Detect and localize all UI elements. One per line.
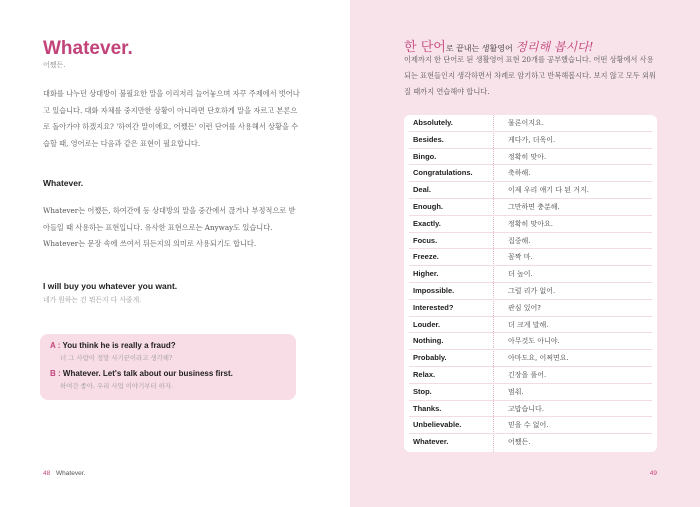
korean-meaning: 이제 우리 얘기 다 된 거지. <box>508 186 589 195</box>
english-expression: Higher. <box>413 269 439 279</box>
korean-meaning: 믿을 수 없어. <box>508 421 549 430</box>
dialog-text-b: Whatever. Let's talk about our business first. <box>62 369 233 378</box>
korean-meaning: 어쨌든. <box>508 438 531 447</box>
table-row <box>404 266 657 283</box>
table-row <box>404 384 657 401</box>
korean-meaning: 정확히 맞아. <box>508 152 547 161</box>
korean-meaning: 더 크게 말해. <box>508 320 549 329</box>
intro-paragraph: 대화를 나누던 상대방이 불필요한 말을 이리저리 늘어놓으며 자꾸 주제에서 벗어나고 있습니다. 대화 자체를 중지만한 상황이 아니라면 단호하게 말을 자르고 본론으로 돌아가야 하겠지요? '하여간 말이에요, 어쨌든' 이런 단어를 사용해서 상황을 수습할 때, 영어로는 다음과 같은 표현이 필요합니다. <box>43 89 300 148</box>
dialog-line-a <box>50 341 176 350</box>
review-title-script: 정리해 봅시다! <box>515 40 594 54</box>
speaker-b: B : <box>50 369 61 378</box>
table-row <box>404 350 657 367</box>
table-row <box>404 216 657 233</box>
left-footer <box>43 470 85 477</box>
english-expression: Relax. <box>413 370 436 379</box>
example-sentence: I will buy you whatever you want. <box>43 281 178 291</box>
english-expression: Whatever. <box>413 437 449 447</box>
english-expression: Interested? <box>413 302 454 312</box>
english-expression: Louder. <box>413 319 441 329</box>
dialog-text-a: You think he is really a fraud? <box>62 341 176 350</box>
dialog-translation-b: 하여간 좋아. 우리 사업 이야기부터 하자. <box>60 382 173 390</box>
dialog-box <box>40 334 296 400</box>
speaker-a: A : <box>50 341 61 350</box>
english-expression: Focus. <box>413 235 438 245</box>
table-row <box>404 132 657 149</box>
table-row <box>404 367 657 384</box>
page-subtitle: 어쨌든. <box>43 61 66 69</box>
table-row <box>404 333 657 350</box>
korean-meaning: 게다가, 더욱이. <box>508 135 556 144</box>
review-title-small: 로 끝내는 생활영어 <box>445 44 516 53</box>
english-expression: Bingo. <box>413 151 437 161</box>
english-expression: Thanks. <box>413 403 442 413</box>
page-number-left: 48 <box>43 470 51 477</box>
running-title: Whatever. <box>56 470 86 477</box>
table-row <box>404 401 657 418</box>
english-expression: Freeze. <box>413 252 439 262</box>
table-row <box>404 115 657 132</box>
english-expression: Besides. <box>413 134 444 144</box>
english-expression: Congratulations. <box>413 168 473 178</box>
dialog-translation-a: 너 그 사람이 정말 사기꾼이라고 생각해? <box>60 354 173 362</box>
table-row <box>404 300 657 317</box>
table-row <box>404 283 657 300</box>
english-expression: Probably. <box>413 353 447 363</box>
review-paragraph: 이제까지 한 단어로 된 생활영어 표현 20개를 공부했습니다. 어떤 상황에서 사용되는 표현들인지 생각하면서 차례로 암기하고 반복해봅시다. 보지 않고 모두 외워질 때까지 연습해야 합니다. <box>404 55 656 97</box>
english-expression: Deal. <box>413 185 431 195</box>
korean-meaning: 더 높이. <box>508 270 533 279</box>
korean-meaning: 관심 있어? <box>508 303 541 312</box>
table-row <box>404 233 657 250</box>
table-row <box>404 434 657 451</box>
korean-meaning: 정확히 맞아요. <box>508 219 554 228</box>
korean-meaning: 물론이지요. <box>508 119 545 127</box>
korean-meaning: 멈춰. <box>508 387 524 396</box>
english-expression: Impossible. <box>413 286 455 295</box>
table-row <box>404 249 657 266</box>
english-expression: Enough. <box>413 202 443 211</box>
table-row <box>404 199 657 216</box>
expression-heading: Whatever. <box>43 178 84 188</box>
korean-meaning: 긴장을 풀어. <box>508 371 547 379</box>
korean-meaning: 아마도요, 어쩌면요. <box>508 354 569 363</box>
page-title: Whatever. <box>43 38 133 59</box>
table-row <box>404 182 657 199</box>
table-row <box>404 165 657 182</box>
dialog-line-b <box>50 369 233 378</box>
korean-meaning: 집중해. <box>508 236 531 245</box>
english-expression: Nothing. <box>413 336 444 346</box>
table-row <box>404 417 657 434</box>
vocabulary-table <box>404 115 657 452</box>
korean-meaning: 아무것도 아니야. <box>508 337 560 346</box>
english-expression: Exactly. <box>413 218 441 228</box>
english-expression: Stop. <box>413 386 432 396</box>
table-row <box>404 149 657 166</box>
example-translation: 네가 원하는 건 뭐든지 다 사줄게. <box>43 296 142 304</box>
english-expression: Absolutely. <box>413 118 453 127</box>
page-number-right: 49 <box>649 470 657 477</box>
korean-meaning: 고맙습니다. <box>508 404 545 413</box>
korean-meaning: 꼼짝 마. <box>508 253 533 262</box>
korean-meaning: 축하해. <box>508 169 531 178</box>
korean-meaning: 그만하면 충분해. <box>508 203 560 211</box>
english-expression: Unbelievable. <box>413 420 462 430</box>
table-row <box>404 317 657 334</box>
review-title-main: 한 단어 <box>404 40 446 55</box>
korean-meaning: 그럴 리가 없어. <box>508 287 556 295</box>
explanation-paragraph: Whatever는 어쨌든, 하여간에 등 상대방의 말을 중간에서 끊거나 부정적으로 받아들일 때 사용하는 표현입니다. 유사한 표현으로는 Anyway도 있습니다. Whatever는 문장 속에 쓰여서 뒤든지의 의미로 사용되기도 합니다. <box>43 206 296 249</box>
